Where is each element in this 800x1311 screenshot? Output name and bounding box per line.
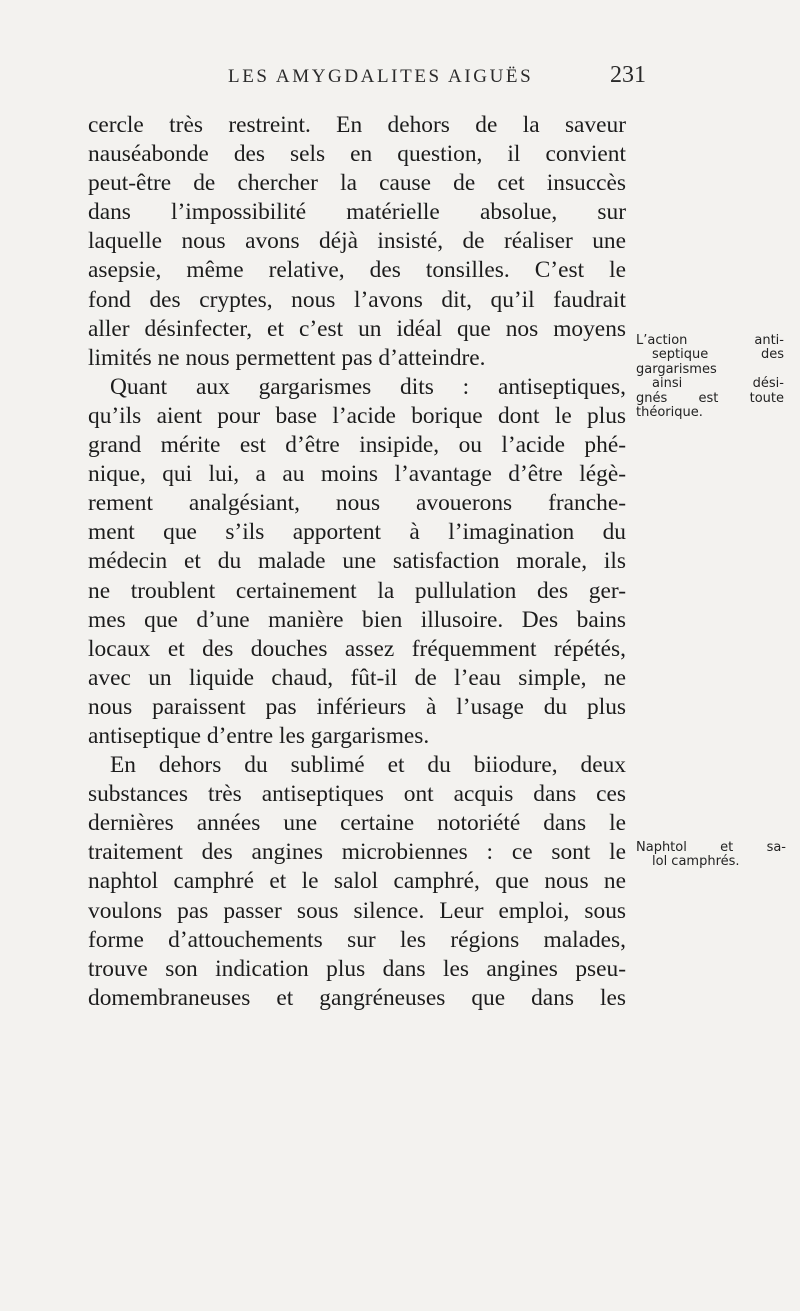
text-line: domembraneuses et gangréneuses que dans les — [88, 984, 626, 1011]
text-line: laquelle nous avons déjà insisté, de réaliser une — [88, 228, 626, 255]
margin-note-line: L’action anti- — [636, 333, 784, 348]
text-line: locaux et des douches assez fréquemment répétés, — [88, 635, 626, 662]
text-line: aller désinfecter, et c’est un idéal que nos moyens — [88, 315, 626, 342]
text-line: ment que s’ils apportent à l’imagination du — [88, 519, 626, 546]
text-line: nique, qui lui, a au moins l’avantage d’être légè- — [88, 461, 626, 488]
text-line: rement analgésiant, nous avouerons franche- — [88, 490, 626, 517]
text-line: Quant aux gargarismes dits : antiseptiques, — [110, 373, 626, 400]
text-line: substances très antiseptiques ont acquis dans ces — [88, 781, 626, 808]
page-number: 231 — [610, 62, 646, 88]
text-line: En dehors du sublimé et du biiodure, deux — [110, 752, 626, 779]
text-line: nauséabonde des sels en question, il convient — [88, 141, 626, 168]
body-text — [88, 111, 626, 1013]
text-line: traitement des angines microbiennes : ce sont le — [88, 839, 626, 866]
text-line: voulons pas passer sous silence. Leur emploi, sous — [88, 897, 626, 924]
text-line: dans l’impossibilité matérielle absolue, sur — [88, 199, 626, 226]
text-line: limités ne nous permettent pas d’atteindre. — [88, 344, 486, 371]
text-line: qu’ils aient pour base l’acide borique dont le plus — [88, 402, 626, 429]
margin-note-line: lol camphrés. — [652, 854, 740, 870]
running-head — [0, 60, 800, 100]
text-line: dernières années une certaine notoriété dans le — [88, 810, 626, 837]
text-line: ne troublent certainement la pullulation des ger- — [88, 577, 626, 604]
margin-note-line: Naphtol et sa- — [636, 840, 786, 855]
margin-note-line: gnés est toute — [636, 390, 784, 406]
margin-note-line: gargarismes — [636, 361, 717, 377]
text-line: asepsie, même relative, des tonsilles. C’est le — [88, 257, 626, 284]
text-line: mes que d’une manière bien illusoire. Des bains — [88, 606, 626, 633]
text-line: grand mérite est d’être insipide, ou l’acide phé- — [88, 432, 626, 459]
text-line: cercle très restreint. En dehors de la saveur — [88, 112, 626, 138]
text-line: forme d’attouchements sur les régions malades, — [88, 926, 626, 953]
text-line: nous paraissent pas inférieurs à l’usage du plus — [88, 693, 626, 720]
text-line: naphtol camphré et le salol camphré, que nous ne — [88, 868, 626, 895]
margin-note-line: ainsi dési- — [652, 376, 784, 392]
text-line: avec un liquide chaud, fût-il de l’eau simple, ne — [88, 664, 626, 691]
text-line: antiseptique d’entre les gargarismes. — [88, 722, 430, 749]
text-line: peut-être de chercher la cause de cet insuccès — [88, 170, 626, 197]
margin-note-antiseptic-gargles — [636, 334, 784, 420]
text-line: médecin et du malade une satisfaction morale, ils — [88, 548, 626, 575]
margin-note-line: septique des — [652, 347, 784, 363]
running-title: LES AMYGDALITES AIGUËS — [228, 66, 534, 87]
margin-note-naphtol-salol — [636, 841, 786, 870]
text-line: trouve son indication plus dans les angines pseu- — [88, 955, 626, 982]
text-line: fond des cryptes, nous l’avons dit, qu’il faudrait — [88, 286, 626, 313]
margin-note-line: théorique. — [636, 405, 703, 421]
